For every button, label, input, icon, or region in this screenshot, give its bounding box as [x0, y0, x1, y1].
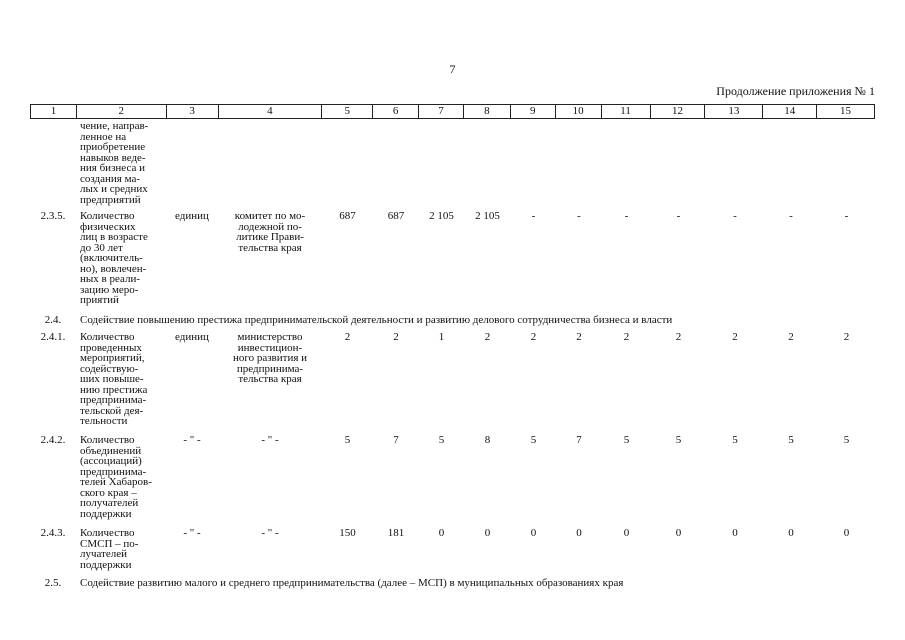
header-col-6: 6 — [373, 105, 419, 118]
value-col-5: 150 — [339, 527, 356, 539]
value-col-11: - — [624, 210, 629, 222]
value-col-15: 0 — [843, 527, 850, 539]
value-col-7: 1 — [438, 331, 445, 343]
value-col-9: 0 — [530, 527, 537, 539]
value-col-13: 2 — [732, 331, 738, 343]
value-col-11: 0 — [623, 527, 630, 539]
indicator-name: Количество проведенных мероприятий, содействую- ших повыше- нию престижа предпринима- тельской дея- тельности — [80, 331, 148, 427]
value-col-11: 2 — [623, 331, 630, 343]
header-col-3: 3 — [167, 105, 219, 118]
value-col-13: - — [733, 210, 737, 222]
value-col-11: 5 — [623, 434, 630, 446]
header-col-8: 8 — [464, 105, 511, 118]
indicator-name: Количество СМСП – по- лучателей поддержки — [80, 527, 139, 571]
indicator-name: Количество объединений (ассоциаций) предпринима- телей Хабаров- ского края – получателей поддержки — [80, 434, 152, 520]
responsible-executor: - " - — [261, 527, 279, 539]
section-number: 2.5. — [44, 577, 62, 589]
value-col-5: 2 — [344, 331, 351, 343]
row-number: 2.4.1. — [40, 331, 66, 343]
value-col-15: 2 — [843, 331, 850, 343]
value-col-9: - — [531, 210, 536, 222]
indicator-name: Количество физических лиц в возрасте до 30 лет (включитель- но), вовлечен- ных в реали- зацию меро- приятий — [80, 210, 148, 306]
value-col-15: - — [844, 210, 849, 222]
value-col-10: - — [577, 210, 581, 222]
header-col-2: 2 — [77, 105, 167, 118]
value-col-12: 2 — [675, 331, 682, 343]
value-col-14: - — [789, 210, 793, 222]
value-col-6: 7 — [393, 434, 399, 446]
section-row — [30, 577, 623, 589]
table-header — [30, 104, 875, 119]
value-col-14: 5 — [788, 434, 794, 446]
value-col-12: 5 — [675, 434, 682, 446]
indicator-name: чение, направ- ленное на приобретение навыков веде- ния бизнеса и создания ма- лых и средних предприятий — [80, 120, 149, 206]
value-col-15: 5 — [843, 434, 850, 446]
header-col-15: 15 — [840, 105, 852, 117]
unit: единиц — [175, 210, 209, 222]
row-number: 2.4.2. — [40, 434, 66, 446]
value-col-10: 0 — [576, 527, 582, 539]
section-title: Содействие повышению престижа предпринимательской деятельности и развитию делового сотрудничества бизнеса и власти — [80, 314, 673, 326]
header-col-11: 11 — [602, 105, 651, 118]
continuation-label: Продолжение приложения № 1 — [716, 84, 875, 98]
value-col-14: 0 — [788, 527, 794, 539]
value-col-8: 0 — [484, 527, 491, 539]
value-col-7: 0 — [438, 527, 445, 539]
header-col-12: 12 — [651, 105, 706, 118]
value-col-5: 687 — [339, 210, 356, 222]
value-col-12: 0 — [675, 527, 682, 539]
value-col-9: 2 — [530, 331, 537, 343]
page-number: 7 — [449, 62, 456, 76]
header-col-9: 9 — [511, 105, 556, 118]
value-col-6: 2 — [393, 331, 399, 343]
value-col-13: 0 — [732, 527, 738, 539]
value-col-13: 5 — [732, 434, 738, 446]
header-col-10: 10 — [556, 105, 602, 118]
value-col-8: 2 — [484, 331, 491, 343]
header-col-13: 13 — [705, 105, 763, 118]
responsible-executor: министерство инвестицион- ного развития и предпринима- тельства края — [232, 331, 308, 385]
section-row — [30, 314, 672, 326]
responsible-executor: комитет по мо- лодежной по- литике Прави- тельства края — [234, 210, 306, 254]
unit: - " - — [183, 527, 201, 539]
row-number: 2.4.3. — [40, 527, 66, 539]
section-title: Содействие развитию малого и среднего предпринимательства (далее – МСП) в муниципальных образованиях края — [80, 577, 624, 589]
responsible-executor: - " - — [261, 434, 279, 446]
header-col-4: 4 — [219, 105, 323, 118]
header-col-14: 14 — [763, 105, 817, 118]
unit: - " - — [183, 434, 201, 446]
value-col-9: 5 — [530, 434, 537, 446]
section-number: 2.4. — [44, 314, 62, 326]
unit: единиц — [175, 331, 209, 343]
value-col-7: 5 — [438, 434, 445, 446]
row-number: 2.3.5. — [40, 210, 66, 222]
value-col-7: 2 105 — [429, 210, 454, 222]
value-col-10: 7 — [576, 434, 582, 446]
value-col-6: 181 — [387, 527, 405, 539]
value-col-10: 2 — [576, 331, 582, 343]
value-col-12: - — [676, 210, 681, 222]
value-col-5: 5 — [344, 434, 351, 446]
header-col-7: 7 — [419, 105, 464, 118]
value-col-8: 8 — [484, 434, 491, 446]
value-col-14: 2 — [788, 331, 794, 343]
value-col-6: 687 — [387, 210, 405, 222]
value-col-8: 2 105 — [475, 210, 500, 222]
header-col-5: 5 — [322, 105, 373, 118]
header-col-1: 1 — [31, 105, 77, 118]
